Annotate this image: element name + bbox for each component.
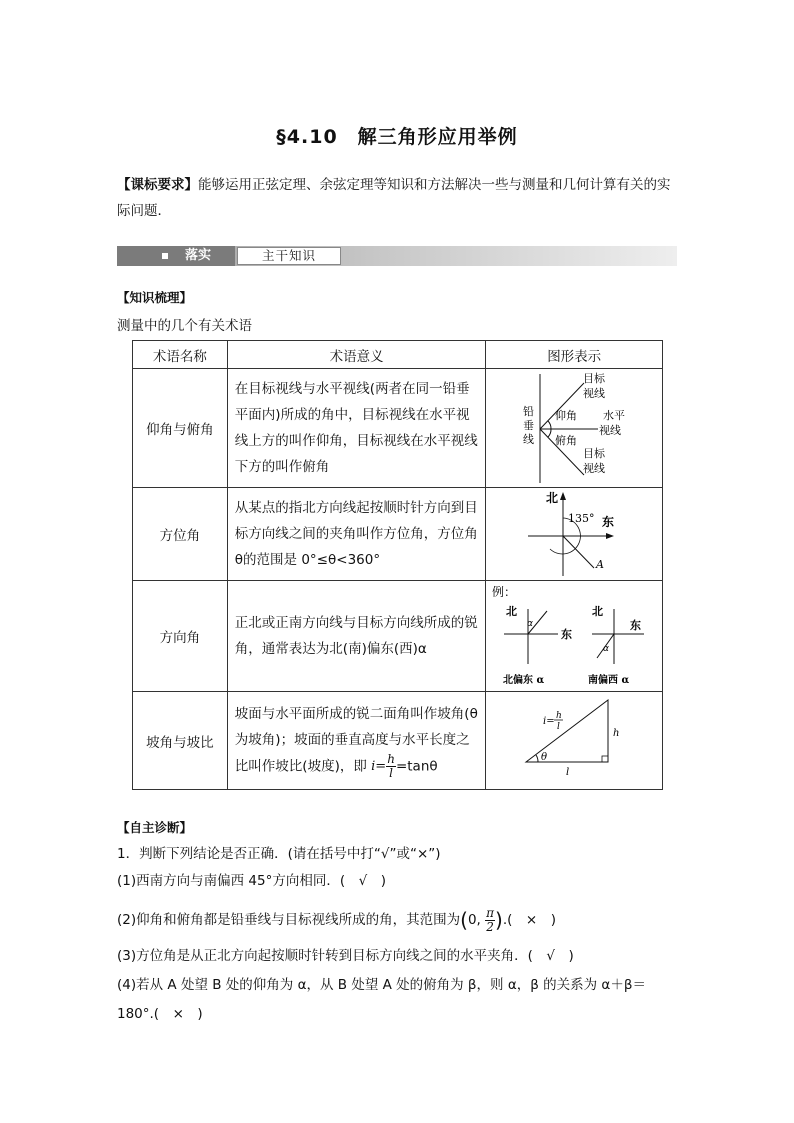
banner-dark-label: 落实 (185, 248, 212, 263)
slope-meaning-text: 坡面与水平面所成的锐二面角叫作坡角(θ为坡角)；坡面的垂直高度与水平长度之比叫作坡比(坡度)，即 (234, 706, 478, 775)
fig3-example: 例： (492, 585, 517, 599)
fig3-east: 东 (630, 619, 642, 632)
term-meaning: 从某点的指北方向线起按顺时针方向到目标方向线之间的夹角叫作方位角，方位角θ的范围是 0°≤θ<360° (227, 488, 486, 581)
fig1-label: 视线 (583, 462, 606, 475)
fig3-north: 北 (506, 605, 518, 618)
diagnosis-item: (1)西南方向与南偏西 45°方向相同．( √ ) (117, 873, 386, 889)
term-name: 坡角与坡比 (133, 692, 228, 790)
square-icon (162, 253, 168, 259)
fig4-height: h (613, 728, 620, 739)
term-name: 仰角与俯角 (133, 369, 228, 488)
fig3-caption: 南偏西 α (588, 675, 630, 686)
fig1-label: 线 (523, 433, 535, 446)
term-name: 方向角 (133, 581, 228, 692)
section-banner (117, 246, 677, 266)
requirement-label: 【课标要求】 (117, 177, 198, 193)
table-header-row (133, 341, 663, 369)
slope-meaning-tail: =tanθ (395, 758, 438, 775)
header-cell: 图形表示 (486, 341, 663, 369)
term-name: 方位角 (133, 488, 228, 581)
fig4-length: l (566, 767, 570, 778)
fig1-label: 目标 (583, 372, 606, 385)
diagnosis-heading: 【自主诊断】 (117, 820, 193, 835)
knowledge-heading: 【知识梳理】 (117, 290, 193, 305)
header-cell: 术语名称 (133, 341, 228, 369)
table-row (133, 692, 663, 790)
direction-angle-figure (486, 581, 663, 692)
fig3-alpha: α (527, 619, 534, 629)
curriculum-requirement (117, 172, 682, 224)
table-row (133, 369, 663, 488)
fig3-caption: 北偏东 α (503, 675, 545, 686)
fig1-label: 俯角 (555, 434, 578, 447)
table-row (133, 581, 663, 692)
diagnosis-item: (3)方位角是从正北方向起按顺时针转到目标方向线之间的水平夹角．( √ ) (117, 948, 574, 964)
fig2-north: 北 (546, 491, 559, 505)
fig4-l: l (557, 722, 561, 732)
fig1-label: 目标 (583, 447, 606, 460)
fig2-point: A (596, 558, 605, 571)
slope-figure (486, 692, 663, 790)
fig1-label: 铅 (523, 405, 535, 418)
diagnosis-item: (4)若从 A 处望 B 处的仰角为 α，从 B 处望 A 处的俯角为 β，则 α，β 的关系为 α＋β＝ (117, 977, 646, 993)
fig4-theta: θ (541, 752, 548, 763)
term-meaning: 在目标视线与水平视线(两者在同一铅垂平面内)所成的角中，目标视线在水平视线上方的叫作仰角，目标视线在水平视线下方的叫作俯角 (227, 369, 486, 488)
fig1-label: 垂 (523, 419, 535, 432)
knowledge-subheading: 测量中的几个有关术语 (117, 318, 252, 334)
fig3-north: 北 (592, 605, 604, 618)
fig2-angle: 135° (568, 512, 595, 525)
fig1-label: 视线 (583, 387, 606, 400)
fig4-ratio: i= (543, 716, 555, 727)
requirement-text: 能够运用正弦定理、余弦定理等知识和方法解决一些与测量和几何计算有关的实际问题． (117, 177, 671, 219)
fig1-label: 水平 (603, 409, 626, 422)
diagnosis-question: 1．判断下列结论是否正确．(请在括号中打“√”或“×”) (117, 846, 441, 862)
fig3-alpha: α (603, 644, 610, 654)
fig1-label: 仰角 (555, 409, 578, 422)
fig3-east: 东 (561, 628, 573, 641)
slope-formula: i= (371, 759, 387, 774)
table-row (133, 488, 663, 581)
fig1-label: 视线 (599, 424, 622, 437)
elevation-depression-figure (486, 369, 663, 488)
fig2-east: 东 (602, 515, 615, 529)
fig4-h: h (556, 711, 563, 721)
term-meaning: 正北或正南方向线与目标方向线所成的锐角，通常表达为北(南)偏东(西)α (227, 581, 486, 692)
terms-table (132, 340, 663, 790)
header-cell: 术语意义 (227, 341, 486, 369)
azimuth-figure (486, 488, 663, 581)
page-title: §4.10 解三角形应用举例 (276, 126, 518, 148)
diagnosis-item: (2)仰角和俯角都是铅垂线与目标视线所成的角，其范围为(0, $\frac{\pi}{2}$ ).( × ) (117, 905, 556, 934)
term-meaning: 坡面与水平面所成的锐二面角叫作坡角(θ为坡角)；坡面的垂直高度与水平长度之比叫作坡比(坡度)，即 i= $\frac{h}{l}$ =tanθ (227, 692, 486, 790)
diagnosis-item: 180°.( × ) (117, 1006, 203, 1022)
banner-light-label: 主干知识 (237, 247, 341, 265)
